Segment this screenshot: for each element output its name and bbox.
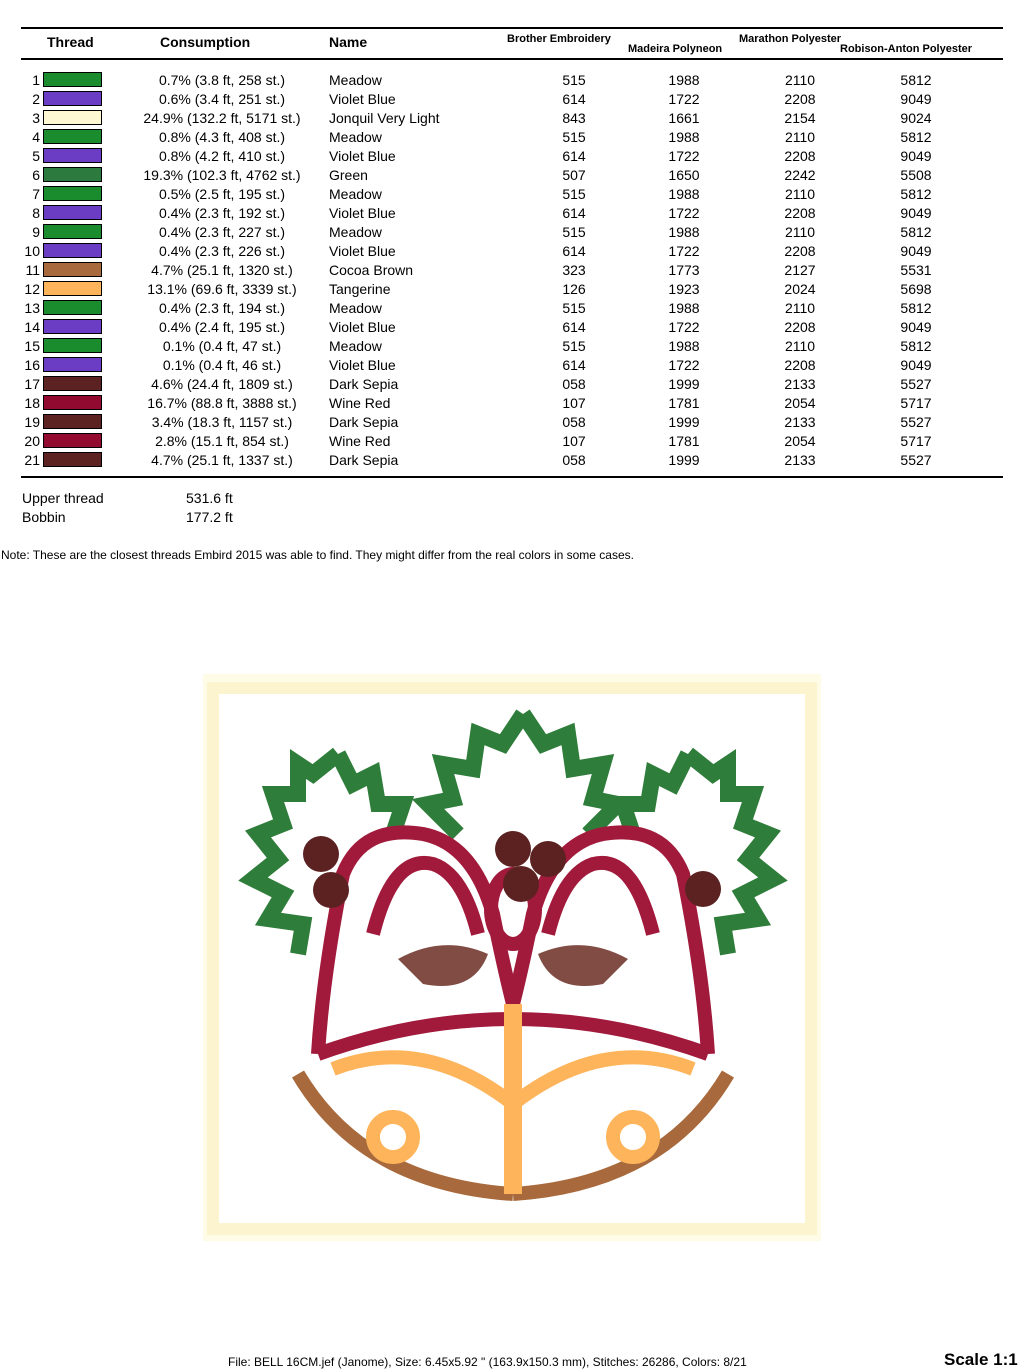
madeira-code-cell: 1722 xyxy=(668,148,700,164)
color-swatch xyxy=(43,129,102,144)
consumption-cell: 13.1% (69.6 ft, 3339 st.) xyxy=(147,281,297,297)
table-row xyxy=(0,165,1024,184)
table-row xyxy=(0,146,1024,165)
name-cell: Violet Blue xyxy=(329,319,396,335)
marathon-code-cell: 2133 xyxy=(784,376,816,392)
brother-code-cell: 515 xyxy=(562,129,586,145)
table-row xyxy=(0,298,1024,317)
color-swatch xyxy=(43,376,102,391)
header-consumption: Consumption xyxy=(160,34,251,50)
consumption-cell: 0.5% (2.5 ft, 195 st.) xyxy=(158,186,286,202)
brother-code-cell: 515 xyxy=(562,224,586,240)
thread-number: 16 xyxy=(24,357,40,373)
robison-code-cell: 5717 xyxy=(900,395,932,411)
brother-code-cell: 614 xyxy=(562,148,586,164)
madeira-code-cell: 1781 xyxy=(668,395,700,411)
name-cell: Meadow xyxy=(329,300,382,316)
thread-number: 17 xyxy=(24,376,40,392)
consumption-cell: 4.7% (25.1 ft, 1320 st.) xyxy=(151,262,293,278)
marathon-code-cell: 2127 xyxy=(784,262,816,278)
madeira-code-cell: 1988 xyxy=(668,72,700,88)
madeira-code-cell: 1722 xyxy=(668,243,700,259)
table-row xyxy=(0,279,1024,298)
madeira-code-cell: 1650 xyxy=(668,167,700,183)
thread-number: 19 xyxy=(24,414,40,430)
header-madeira: Madeira Polyneon xyxy=(628,43,723,55)
madeira-code-cell: 1988 xyxy=(668,338,700,354)
table-row xyxy=(0,393,1024,412)
color-swatch xyxy=(43,281,102,296)
consumption-cell: 0.4% (2.3 ft, 227 st.) xyxy=(158,224,286,240)
brother-code-cell: 843 xyxy=(562,110,586,126)
table-row xyxy=(0,431,1024,450)
color-swatch xyxy=(43,395,102,410)
color-swatch xyxy=(43,357,102,372)
robison-code-cell: 5812 xyxy=(900,224,932,240)
thread-number: 18 xyxy=(24,395,40,411)
table-row xyxy=(0,450,1024,469)
file-info: File: BELL 16CM.jef (Janome), Size: 6.45x5.92 " (163.9x150.3 mm), Stitches: 26286, Colors: 8/21 xyxy=(228,1355,747,1369)
header-marathon: Marathon Polyester xyxy=(739,33,842,45)
consumption-cell: 0.1% (0.4 ft, 46 st.) xyxy=(162,357,282,373)
brother-code-cell: 614 xyxy=(562,319,586,335)
thread-note: Note: These are the closest threads Embird 2015 was able to find. They might differ from the real colors in some cases. xyxy=(1,548,634,562)
robison-code-cell: 5527 xyxy=(900,414,932,430)
color-swatch xyxy=(43,110,102,125)
robison-code-cell: 5812 xyxy=(900,338,932,354)
robison-code-cell: 5812 xyxy=(900,129,932,145)
marathon-code-cell: 2208 xyxy=(784,243,816,259)
madeira-code-cell: 1722 xyxy=(668,91,700,107)
brother-code-cell: 126 xyxy=(562,281,586,297)
thread-number: 12 xyxy=(24,281,40,297)
name-cell: Jonquil Very Light xyxy=(329,110,440,126)
color-swatch xyxy=(43,91,102,106)
thread-number: 15 xyxy=(24,338,40,354)
name-cell: Violet Blue xyxy=(329,243,396,259)
marathon-code-cell: 2110 xyxy=(784,300,816,316)
robison-code-cell: 5717 xyxy=(900,433,932,449)
table-row xyxy=(0,374,1024,393)
consumption-cell: 3.4% (18.3 ft, 1157 st.) xyxy=(151,414,293,430)
robison-code-cell: 5812 xyxy=(900,72,932,88)
marathon-code-cell: 2208 xyxy=(784,148,816,164)
thread-number: 6 xyxy=(32,167,40,183)
scale-label: Scale 1:1 xyxy=(944,1350,1018,1369)
madeira-code-cell: 1773 xyxy=(668,262,700,278)
brother-code-cell: 614 xyxy=(562,91,586,107)
consumption-cell: 24.9% (132.2 ft, 5171 st.) xyxy=(143,110,301,126)
name-cell: Violet Blue xyxy=(329,205,396,221)
brother-code-cell: 507 xyxy=(562,167,586,183)
bobbin-label: Bobbin xyxy=(22,509,66,525)
name-cell: Meadow xyxy=(329,224,382,240)
madeira-code-cell: 1781 xyxy=(668,433,700,449)
brother-code-cell: 614 xyxy=(562,243,586,259)
madeira-code-cell: 1722 xyxy=(668,205,700,221)
marathon-code-cell: 2110 xyxy=(784,129,816,145)
table-row xyxy=(0,203,1024,222)
brother-code-cell: 614 xyxy=(562,205,586,221)
madeira-code-cell: 1999 xyxy=(668,414,700,430)
color-swatch xyxy=(43,452,102,467)
brother-code-cell: 107 xyxy=(562,433,586,449)
marathon-code-cell: 2208 xyxy=(784,205,816,221)
table-row xyxy=(0,108,1024,127)
consumption-cell: 0.4% (2.3 ft, 194 st.) xyxy=(158,300,286,316)
name-cell: Meadow xyxy=(329,72,382,88)
madeira-code-cell: 1988 xyxy=(668,224,700,240)
consumption-cell: 0.8% (4.3 ft, 408 st.) xyxy=(158,129,286,145)
consumption-cell: 0.4% (2.3 ft, 226 st.) xyxy=(158,243,286,259)
robison-code-cell: 9049 xyxy=(900,91,932,107)
thread-number: 11 xyxy=(25,262,40,278)
table-row xyxy=(0,241,1024,260)
thread-number: 20 xyxy=(24,433,40,449)
thread-number: 9 xyxy=(32,224,40,240)
marathon-code-cell: 2133 xyxy=(784,414,816,430)
madeira-code-cell: 1661 xyxy=(668,110,700,126)
marathon-code-cell: 2110 xyxy=(784,72,816,88)
name-cell: Dark Sepia xyxy=(329,452,399,468)
table-row xyxy=(0,70,1024,89)
consumption-cell: 16.7% (88.8 ft, 3888 st.) xyxy=(147,395,297,411)
brother-code-cell: 058 xyxy=(562,376,586,392)
name-cell: Wine Red xyxy=(329,433,391,449)
marathon-code-cell: 2110 xyxy=(784,186,816,202)
robison-code-cell: 5531 xyxy=(900,262,932,278)
name-cell: Dark Sepia xyxy=(329,414,399,430)
madeira-code-cell: 1988 xyxy=(668,186,700,202)
embroidery-preview xyxy=(203,674,821,1241)
marathon-code-cell: 2024 xyxy=(784,281,816,297)
brother-code-cell: 515 xyxy=(562,72,586,88)
marathon-code-cell: 2133 xyxy=(784,452,816,468)
name-cell: Meadow xyxy=(329,186,382,202)
thread-number: 8 xyxy=(32,205,40,221)
color-swatch xyxy=(43,186,102,201)
brother-code-cell: 058 xyxy=(562,452,586,468)
robison-code-cell: 5812 xyxy=(900,186,932,202)
marathon-code-cell: 2110 xyxy=(784,338,816,354)
robison-code-cell: 9049 xyxy=(900,357,932,373)
header-robison: Robison-Anton Polyester xyxy=(840,43,973,55)
robison-code-cell: 5527 xyxy=(900,452,932,468)
robison-code-cell: 5527 xyxy=(900,376,932,392)
color-swatch xyxy=(43,72,102,87)
robison-code-cell: 9049 xyxy=(900,148,932,164)
marathon-code-cell: 2154 xyxy=(784,110,816,126)
table-row xyxy=(0,222,1024,241)
upper-thread-value: 531.6 ft xyxy=(186,490,233,506)
robison-code-cell: 5698 xyxy=(900,281,932,297)
robison-code-cell: 5812 xyxy=(900,300,932,316)
consumption-cell: 0.1% (0.4 ft, 47 st.) xyxy=(162,338,282,354)
table-row xyxy=(0,412,1024,431)
name-cell: Meadow xyxy=(329,129,382,145)
brother-code-cell: 107 xyxy=(562,395,586,411)
table-row xyxy=(0,317,1024,336)
brother-code-cell: 515 xyxy=(562,338,586,354)
robison-code-cell: 9024 xyxy=(900,110,932,126)
upper-thread-label: Upper thread xyxy=(22,490,104,506)
table-row xyxy=(0,260,1024,279)
marathon-code-cell: 2054 xyxy=(784,433,816,449)
color-swatch xyxy=(43,338,102,353)
marathon-code-cell: 2208 xyxy=(784,319,816,335)
robison-code-cell: 5508 xyxy=(900,167,932,183)
marathon-code-cell: 2208 xyxy=(784,91,816,107)
color-swatch xyxy=(43,319,102,334)
table-row xyxy=(0,127,1024,146)
color-swatch xyxy=(43,205,102,220)
consumption-cell: 0.4% (2.4 ft, 195 st.) xyxy=(158,319,286,335)
table-bottom-rule xyxy=(21,476,1003,478)
name-cell: Dark Sepia xyxy=(329,376,399,392)
brother-code-cell: 515 xyxy=(562,300,586,316)
thread-number: 3 xyxy=(32,110,40,126)
robison-code-cell: 9049 xyxy=(900,319,932,335)
table-row xyxy=(0,336,1024,355)
robison-code-cell: 9049 xyxy=(900,243,932,259)
color-swatch xyxy=(43,167,102,182)
brother-code-cell: 515 xyxy=(562,186,586,202)
madeira-code-cell: 1988 xyxy=(668,300,700,316)
madeira-code-cell: 1923 xyxy=(668,281,700,297)
name-cell: Wine Red xyxy=(329,395,391,411)
consumption-cell: 4.6% (24.4 ft, 1809 st.) xyxy=(151,376,293,392)
color-swatch xyxy=(43,262,102,277)
thread-number: 7 xyxy=(32,186,40,202)
thread-number: 14 xyxy=(24,319,40,335)
color-swatch xyxy=(43,148,102,163)
marathon-code-cell: 2208 xyxy=(784,357,816,373)
header-thread: Thread xyxy=(47,34,94,50)
thread-number: 13 xyxy=(24,300,40,316)
name-cell: Violet Blue xyxy=(329,148,396,164)
madeira-code-cell: 1988 xyxy=(668,129,700,145)
color-swatch xyxy=(43,243,102,258)
robison-code-cell: 9049 xyxy=(900,205,932,221)
brother-code-cell: 614 xyxy=(562,357,586,373)
thread-number: 1 xyxy=(32,72,40,88)
name-cell: Violet Blue xyxy=(329,91,396,107)
header-bottom-rule xyxy=(21,58,1003,60)
madeira-code-cell: 1999 xyxy=(668,376,700,392)
color-swatch xyxy=(43,224,102,239)
name-cell: Tangerine xyxy=(329,281,391,297)
table-row xyxy=(0,184,1024,203)
thread-number: 4 xyxy=(32,129,40,145)
header-name: Name xyxy=(329,34,368,50)
madeira-code-cell: 1722 xyxy=(668,357,700,373)
madeira-code-cell: 1999 xyxy=(668,452,700,468)
consumption-cell: 0.4% (2.3 ft, 192 st.) xyxy=(158,205,286,221)
color-swatch xyxy=(43,300,102,315)
consumption-cell: 19.3% (102.3 ft, 4762 st.) xyxy=(143,167,301,183)
madeira-code-cell: 1722 xyxy=(668,319,700,335)
table-row xyxy=(0,355,1024,374)
bobbin-value: 177.2 ft xyxy=(186,509,233,525)
consumption-cell: 4.7% (25.1 ft, 1337 st.) xyxy=(151,452,293,468)
name-cell: Green xyxy=(329,167,368,183)
name-cell: Violet Blue xyxy=(329,357,396,373)
thread-number: 2 xyxy=(32,91,40,107)
brother-code-cell: 058 xyxy=(562,414,586,430)
marathon-code-cell: 2054 xyxy=(784,395,816,411)
color-swatch xyxy=(43,414,102,429)
consumption-cell: 0.6% (3.4 ft, 251 st.) xyxy=(158,91,286,107)
thread-number: 10 xyxy=(24,243,40,259)
header-brother: Brother Embroidery xyxy=(507,33,611,45)
name-cell: Meadow xyxy=(329,338,382,354)
table-top-rule xyxy=(21,27,1003,29)
color-swatch xyxy=(43,433,102,448)
consumption-cell: 0.8% (4.2 ft, 410 st.) xyxy=(158,148,286,164)
table-row xyxy=(0,89,1024,108)
marathon-code-cell: 2110 xyxy=(784,224,816,240)
name-cell: Cocoa Brown xyxy=(329,262,414,278)
consumption-cell: 2.8% (15.1 ft, 854 st.) xyxy=(155,433,289,449)
marathon-code-cell: 2242 xyxy=(784,167,816,183)
thread-number: 5 xyxy=(32,148,40,164)
brother-code-cell: 323 xyxy=(562,262,586,278)
consumption-cell: 0.7% (3.8 ft, 258 st.) xyxy=(158,72,286,88)
thread-number: 21 xyxy=(24,452,40,468)
